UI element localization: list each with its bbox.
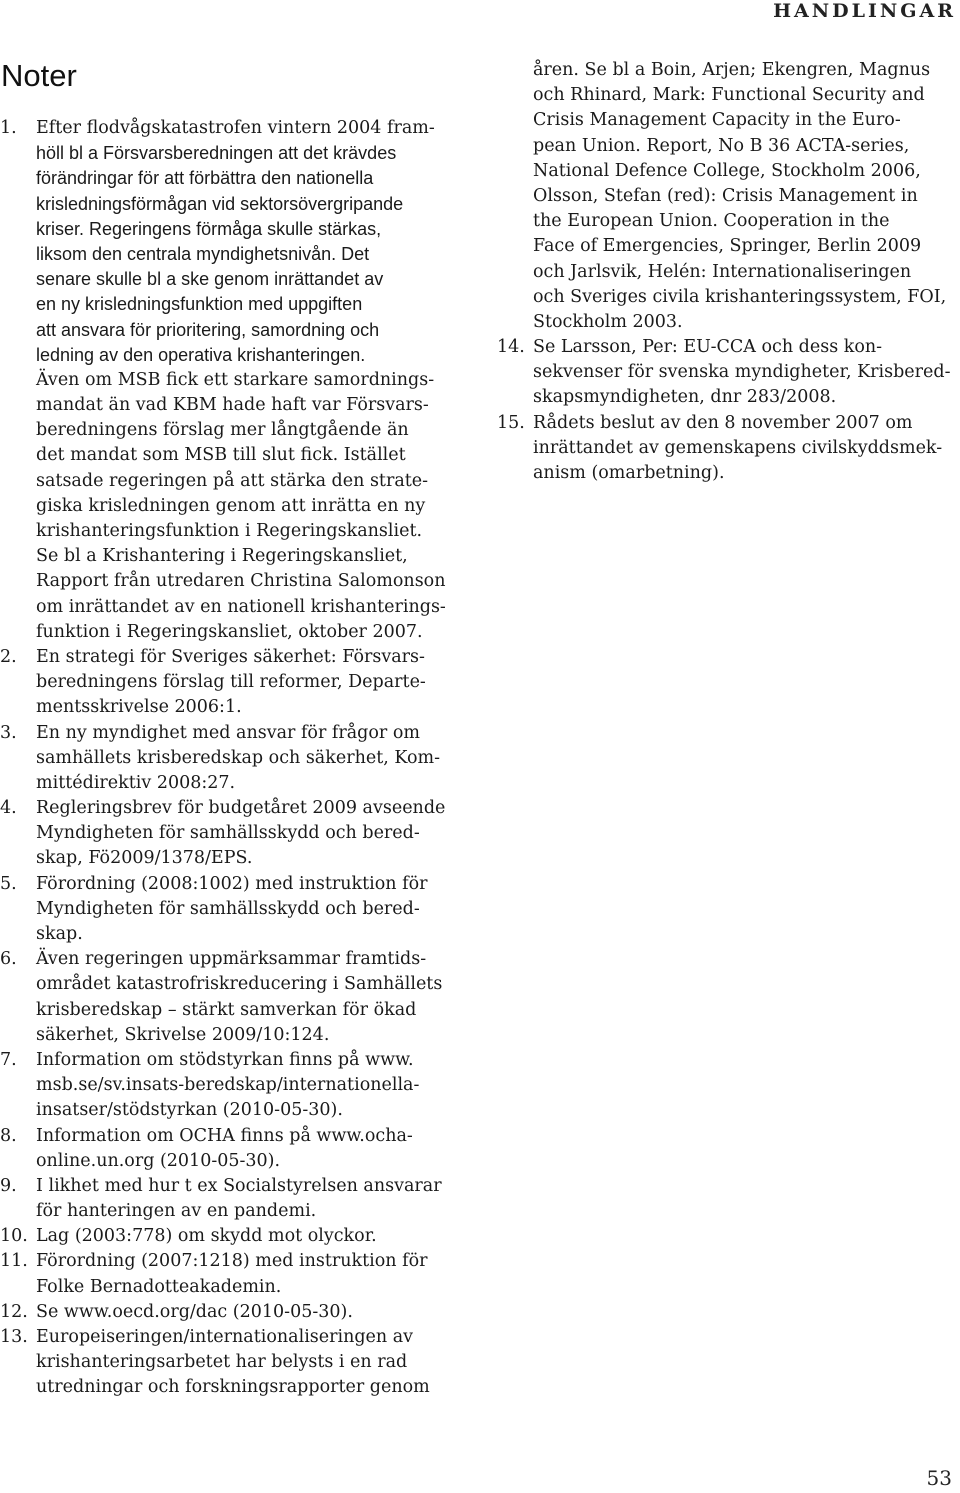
note-line xyxy=(0,1249,470,1274)
note-text: om inrättandet av en nationell krishanterings- xyxy=(36,596,446,617)
note-line xyxy=(0,922,470,947)
note-line xyxy=(0,721,470,746)
note-line xyxy=(0,670,470,695)
note-text: Se www.oecd.org/dac (2010-05-30). xyxy=(36,1301,353,1322)
note-number: 13. xyxy=(0,1327,28,1347)
note-text: krisledningsförmågan vid sektorsövergripande xyxy=(36,193,404,214)
note-text: Rådets beslut av den 8 november 2007 om xyxy=(533,412,913,433)
note-line xyxy=(0,242,470,267)
note-text: insatser/stödstyrkan (2010-05-30). xyxy=(36,1100,343,1121)
note-line xyxy=(0,292,470,317)
note-text: Stockholm 2003. xyxy=(533,311,683,332)
note-text: National Defence College, Stockholm 2006, xyxy=(533,160,921,181)
note-text: skap, Fö2009/1378/EPS. xyxy=(36,848,253,869)
notes-title: Noter xyxy=(1,58,77,93)
note-line xyxy=(0,620,470,645)
note-text: Regleringsbrev för budgetåret 2009 avseende xyxy=(36,798,446,819)
note-text: beredningens förslag mer långtgående än xyxy=(36,420,409,441)
note-text: Efter flodvågskatastrofen vintern 2004 fram- xyxy=(36,118,435,138)
note-text: krishanteringsarbetet har belysts i en rad xyxy=(36,1352,408,1373)
note-text: beredningens förslag till reformer, Departe- xyxy=(36,672,426,693)
note-line xyxy=(0,821,470,846)
note-line xyxy=(0,368,470,393)
note-line xyxy=(0,1098,470,1123)
note-text: liksom den centrala myndighetsnivån. Det xyxy=(36,243,370,264)
note-text: säkerhet, Skrivelse 2009/10:124. xyxy=(36,1024,330,1045)
note-line xyxy=(0,1174,470,1199)
note-line xyxy=(0,1300,470,1325)
note-text: funktion i Regeringskansliet, oktober 2007. xyxy=(36,621,423,642)
note-text: krishanteringsfunktion i Regeringskansliet. xyxy=(36,521,423,541)
running-head: HANDLINGAR xyxy=(773,0,956,22)
note-text: En strategi för Sveriges säkerhet: Försvars- xyxy=(36,646,425,667)
note-line xyxy=(497,260,957,285)
note-number: 7. xyxy=(0,1049,17,1070)
note-line xyxy=(0,595,470,620)
note-line xyxy=(497,134,957,159)
note-text: kriser. Regeringens förmåga skulle stärkas, xyxy=(36,218,382,239)
note-line xyxy=(497,461,957,486)
note-text: och Jarlsvik, Helén: Internationaliseringen xyxy=(533,261,912,282)
note-text: Myndigheten för samhällsskydd och bered- xyxy=(36,823,420,844)
note-line xyxy=(497,159,957,184)
note-text: the European Union. Cooperation in the xyxy=(533,211,890,232)
note-line xyxy=(0,771,470,796)
note-line xyxy=(0,519,470,544)
note-text: att ansvara för prioritering, samordning och xyxy=(36,319,380,340)
note-text: Förordning (2008:1002) med instruktion för xyxy=(36,873,428,894)
note-line xyxy=(0,267,470,292)
note-text: samhällets krisberedskap och säkerhet, Kom- xyxy=(36,747,440,768)
note-text: Myndigheten för samhällsskydd och bered- xyxy=(36,898,420,919)
note-line xyxy=(0,116,470,141)
note-text: Lag (2003:778) om skydd mot olyckor. xyxy=(36,1226,377,1247)
note-text: höll bl a Försvarsberedningen att det krävdes xyxy=(36,143,397,164)
note-line xyxy=(497,411,957,436)
note-text: Olsson, Stefan (red): Crisis Management in xyxy=(533,185,918,206)
note-line xyxy=(0,1275,470,1300)
note-text: satsade regeringen på att stärka den strate- xyxy=(36,470,429,491)
note-number: 8. xyxy=(0,1125,17,1146)
note-text: senare skulle bl a ske genom inrättandet av xyxy=(36,269,384,290)
note-text: Information om stödstyrkan finns på www. xyxy=(36,1049,414,1070)
note-line xyxy=(497,385,957,410)
note-line xyxy=(0,947,470,972)
note-line xyxy=(0,494,470,519)
note-line xyxy=(0,192,470,217)
note-text: Även om MSB fick ett starkare samordnings- xyxy=(36,369,435,390)
note-text: Folke Bernadotteakademin. xyxy=(36,1276,282,1297)
note-text: och Sveriges civila krishanteringssystem, FOI, xyxy=(533,286,947,307)
note-line xyxy=(0,695,470,720)
note-line xyxy=(497,108,957,133)
note-text: I likhet med hur t ex Socialstyrelsen ansvarar xyxy=(36,1175,442,1196)
note-text: Crisis Management Capacity in the Euro- xyxy=(533,110,901,131)
note-line xyxy=(0,1048,470,1073)
page-number: 53 xyxy=(926,1466,952,1490)
note-number: 10. xyxy=(0,1226,28,1247)
note-text: och Rhinard, Mark: Functional Security and xyxy=(533,85,925,106)
note-text: pean Union. Report, No B 36 ACTA-series, xyxy=(533,135,910,156)
note-line xyxy=(0,544,470,569)
note-text: Även regeringen uppmärksammar framtids- xyxy=(36,949,427,970)
note-line xyxy=(0,1224,470,1249)
note-text: En ny myndighet med ansvar för frågor om xyxy=(36,722,420,743)
note-line xyxy=(497,184,957,209)
note-text: Förordning (2007:1218) med instruktion för xyxy=(36,1251,428,1272)
note-text: utredningar och forskningsrapporter genom xyxy=(36,1377,430,1398)
note-number: 9. xyxy=(0,1175,17,1196)
note-line xyxy=(497,360,957,385)
note-text: anism (omarbetning). xyxy=(533,463,725,483)
note-text: en ny krisledningsfunktion med uppgiften xyxy=(36,294,363,315)
note-line xyxy=(0,1073,470,1098)
note-line xyxy=(0,872,470,897)
note-number: 15. xyxy=(497,412,525,433)
note-line xyxy=(0,1375,470,1400)
note-text: inrättandet av gemenskapens civilskyddsmek- xyxy=(533,437,943,458)
note-line xyxy=(0,846,470,871)
notes-right-column xyxy=(497,58,957,486)
note-text: Se Larsson, Per: EU-CCA och dess kon- xyxy=(533,337,883,358)
note-line xyxy=(0,645,470,670)
note-text: Information om OCHA finns på www.ocha- xyxy=(36,1125,413,1146)
note-text: sekvenser för svenska myndigheter, Krisbered- xyxy=(533,362,951,383)
note-number: 1. xyxy=(0,118,17,138)
note-number: 5. xyxy=(0,873,17,894)
note-text: ledning av den operativa krishanteringen. xyxy=(36,344,366,365)
note-number: 4. xyxy=(0,798,17,819)
note-line xyxy=(497,58,957,83)
note-line xyxy=(0,1325,470,1350)
note-line xyxy=(0,393,470,418)
note-line xyxy=(0,217,470,242)
note-line xyxy=(0,972,470,997)
note-text: krisberedskap – stärkt samverkan för ökad xyxy=(36,999,417,1020)
notes-left-column xyxy=(0,116,470,1401)
note-line xyxy=(0,343,470,368)
note-number: 14. xyxy=(497,337,525,358)
note-text: mandat än vad KBM hade haft var Försvars- xyxy=(36,395,429,416)
note-text: mentsskrivelse 2006:1. xyxy=(36,697,242,718)
note-text: Rapport från utredaren Christina Salomonson xyxy=(36,571,446,592)
note-text: mittédirektiv 2008:27. xyxy=(36,772,236,793)
note-text: Se bl a Krishantering i Regeringskansliet, xyxy=(36,546,408,567)
note-line xyxy=(0,443,470,468)
note-text: msb.se/sv.insats-beredskap/internationella- xyxy=(36,1075,420,1096)
note-line xyxy=(497,335,957,360)
note-text: skapsmyndigheten, dnr 283/2008. xyxy=(533,387,837,408)
note-text: skap. xyxy=(36,924,83,944)
note-text: Face of Emergencies, Springer, Berlin 2009 xyxy=(533,236,922,257)
note-line xyxy=(497,234,957,259)
note-number: 12. xyxy=(0,1301,28,1322)
note-line xyxy=(0,998,470,1023)
note-text: Europeiseringen/internationaliseringen av xyxy=(36,1327,414,1347)
note-line xyxy=(0,418,470,443)
note-line xyxy=(0,1124,470,1149)
note-line xyxy=(0,897,470,922)
note-text: förändringar för att förbättra den nationella xyxy=(36,168,374,189)
note-text: giska krisledningen genom att inrätta en ny xyxy=(36,495,426,516)
note-text: åren. Se bl a Boin, Arjen; Ekengren, Magnus xyxy=(533,60,931,80)
note-line xyxy=(0,469,470,494)
note-line xyxy=(497,285,957,310)
note-line xyxy=(497,83,957,108)
note-line xyxy=(0,796,470,821)
note-line xyxy=(497,310,957,335)
note-line xyxy=(0,141,470,166)
note-text: området katastrofriskreducering i Samhällets xyxy=(36,974,443,995)
note-line xyxy=(0,1350,470,1375)
note-number: 11. xyxy=(0,1251,28,1272)
note-line xyxy=(0,1149,470,1174)
note-line xyxy=(0,1023,470,1048)
note-line xyxy=(0,569,470,594)
note-number: 3. xyxy=(0,722,17,743)
note-line xyxy=(497,436,957,461)
note-number: 6. xyxy=(0,949,17,970)
note-text: för hanteringen av en pandemi. xyxy=(36,1201,317,1222)
note-text: det mandat som MSB till slut fick. Istället xyxy=(36,445,406,466)
note-line xyxy=(0,1199,470,1224)
note-text: online.un.org (2010-05-30). xyxy=(36,1150,281,1171)
note-line xyxy=(0,318,470,343)
note-line xyxy=(0,166,470,191)
note-line xyxy=(497,209,957,234)
note-line xyxy=(0,746,470,771)
note-number: 2. xyxy=(0,646,17,667)
